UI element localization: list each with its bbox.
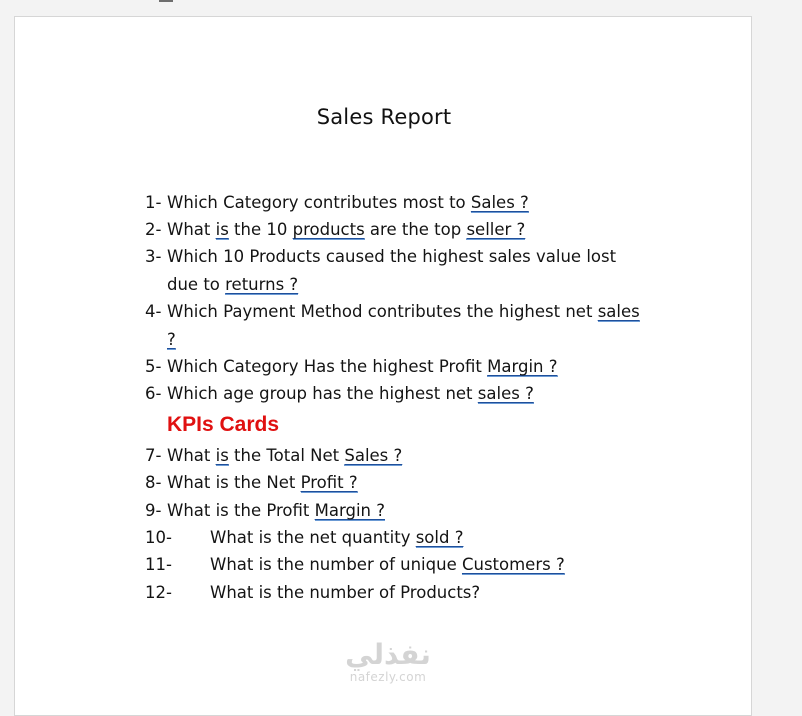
question-4-continued — [167, 330, 176, 350]
question-6: 6- Which age group has the highest net sales ? — [145, 384, 534, 403]
spelling-underline: is — [215, 220, 229, 239]
spelling-underline: Margin ? — [314, 501, 385, 520]
watermark-logo — [338, 640, 438, 684]
question-9: 9- What is the Profit Margin ? — [145, 501, 385, 520]
watermark-url: nafezly.com — [349, 670, 427, 684]
spelling-underline: sales — [597, 302, 640, 321]
watermark-arabic: نفذلي — [345, 638, 431, 671]
kpi-heading: KPIs Cards — [167, 413, 280, 436]
spelling-underline: Sales ? — [470, 193, 529, 212]
spelling-underline: products — [292, 220, 365, 239]
spelling-underline: is — [215, 446, 229, 465]
question-8: 8- What is the Net Profit ? — [145, 473, 358, 492]
question-3-continued: due to returns ? — [167, 275, 299, 294]
document-page[interactable] — [14, 16, 752, 716]
question-2: 2- What is the 10 products are the top seller ? — [145, 220, 526, 239]
spelling-underline: Margin ? — [487, 357, 558, 376]
question-11: 11- What is the number of unique Customers ? — [145, 555, 565, 574]
spelling-underline: returns ? — [225, 275, 299, 294]
spelling-underline: ? — [167, 330, 176, 349]
spelling-underline: seller ? — [466, 220, 526, 239]
document-title: Sales Report — [316, 105, 452, 129]
spelling-underline: Sales ? — [344, 446, 403, 465]
spelling-underline: sold ? — [415, 528, 464, 547]
question-4: 4- Which Payment Method contributes the highest net sales — [145, 302, 640, 321]
question-3: 3- Which 10 Products caused the highest sales value lost — [145, 247, 617, 266]
spelling-underline: Customers ? — [461, 555, 565, 574]
question-5: 5- Which Category Has the highest Profit Margin ? — [145, 357, 558, 376]
spelling-underline: sales ? — [477, 384, 534, 403]
question-12: 12- What is the number of Products? — [145, 583, 481, 602]
question-7: 7- What is the Total Net Sales ? — [145, 446, 403, 465]
question-10: 10- What is the net quantity sold ? — [145, 528, 464, 547]
ruler-mark — [159, 0, 173, 2]
spelling-underline: Profit ? — [300, 473, 358, 492]
question-1: 1- Which Category contributes most to Sales ? — [145, 193, 529, 212]
